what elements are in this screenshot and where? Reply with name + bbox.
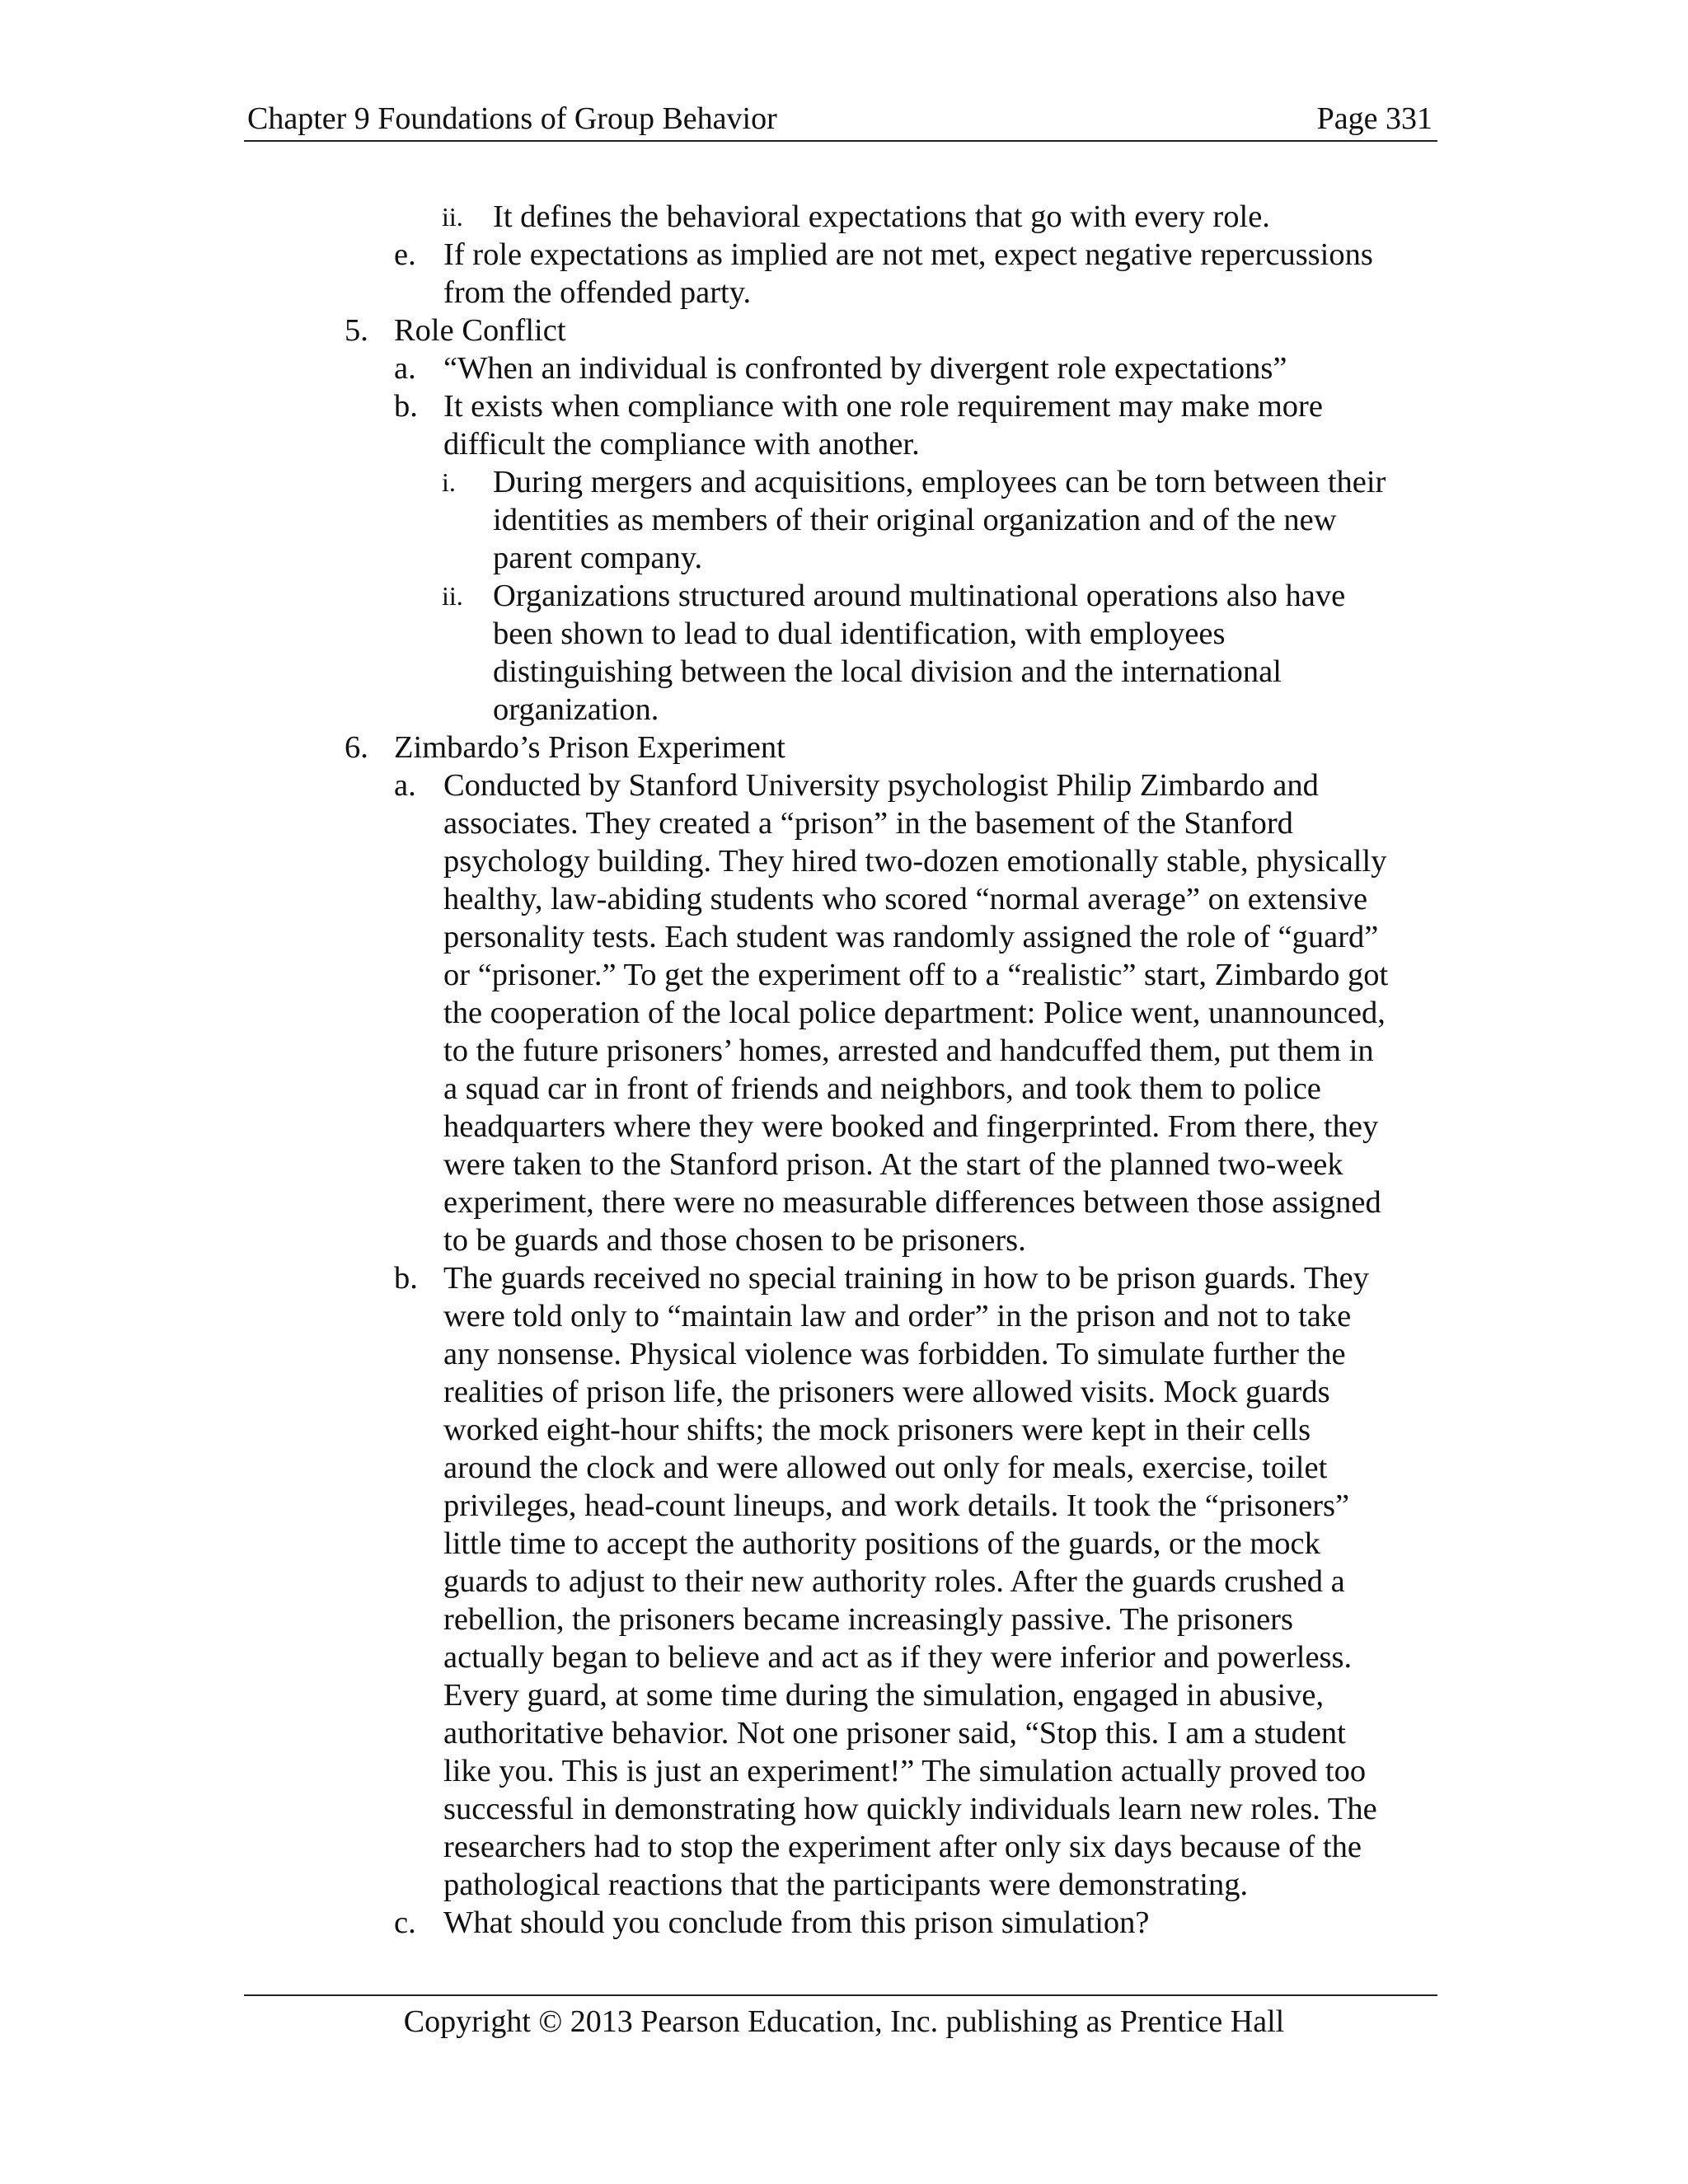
list-item-line: What should you conclude from this prison simulation?: [443, 1905, 1150, 1940]
list-item-line: around the clock and were allowed out only for meals, exercise, toilet: [443, 1451, 1328, 1485]
list-item-line: like you. This is just an experiment!” The simulation actually proved too: [443, 1754, 1367, 1788]
list-item-line: Role Conflict: [394, 313, 566, 348]
list-item-line: privileges, head-count lineups, and work details. It took the “prisoners”: [443, 1488, 1350, 1523]
list-item-line: identities as members of their original organization and of the new: [493, 503, 1337, 537]
list-item-line: personality tests. Each student was randomly assigned the role of “guard”: [443, 920, 1379, 954]
list-item-line: parent company.: [493, 541, 703, 575]
list-item-line: Organizations structured around multinational operations also have: [493, 579, 1346, 613]
chapter-title: Chapter 9 Foundations of Group Behavior: [247, 101, 777, 136]
list-marker: 6.: [345, 730, 368, 765]
list-item-line: any nonsense. Physical violence was forbidden. To simulate further the: [443, 1337, 1346, 1371]
footer-divider: [244, 1994, 1437, 1996]
list-item-line: to be guards and those chosen to be prisoners.: [443, 1223, 1026, 1258]
list-item-line: from the offended party.: [443, 275, 752, 310]
list-marker: b.: [394, 389, 418, 424]
list-marker: 5.: [345, 313, 368, 348]
list-item-line: successful in demonstrating how quickly individuals learn new roles. The: [443, 1792, 1377, 1826]
list-item-line: It defines the behavioral expectations that go with every role.: [493, 199, 1270, 234]
list-item-line: distinguishing between the local division and the international: [493, 654, 1282, 689]
list-item-line: actually began to believe and act as if they were inferior and powerless.: [443, 1640, 1353, 1675]
list-marker: a.: [394, 351, 416, 386]
list-item-line: healthy, law-abiding students who scored “normal average” on extensive: [443, 882, 1368, 916]
list-item-line: or “prisoner.” To get the experiment off to a “realistic” start, Zimbardo got: [443, 958, 1389, 992]
list-marker: a.: [394, 768, 416, 803]
list-marker: ii.: [442, 581, 463, 611]
list-marker: e.: [394, 237, 416, 272]
list-marker: b.: [394, 1261, 418, 1296]
list-item-line: guards to adjust to their new authority roles. After the guards crushed a: [443, 1564, 1345, 1599]
list-item-line: headquarters where they were booked and fingerprinted. From there, they: [443, 1109, 1379, 1144]
list-item-line: authoritative behavior. Not one prisoner said, “Stop this. I am a student: [443, 1716, 1346, 1750]
list-item-line: Every guard, at some time during the simulation, engaged in abusive,: [443, 1678, 1325, 1713]
copyright-footer: Copyright © 2013 Pearson Education, Inc. publishing as Prentice Hall: [403, 2004, 1285, 2039]
list-item-line: worked eight-hour shifts; the mock prisoners were kept in their cells: [443, 1413, 1311, 1447]
list-item-line: pathological reactions that the participants were demonstrating.: [443, 1868, 1249, 1902]
list-item-line: organization.: [493, 692, 659, 727]
list-item-line: difficult the compliance with another.: [443, 427, 920, 462]
list-marker: i.: [442, 467, 456, 497]
list-item-line: were taken to the Stanford prison. At the start of the planned two-week: [443, 1147, 1343, 1182]
list-item-line: associates. They created a “prison” in the basement of the Stanford: [443, 806, 1293, 841]
list-item-line: little time to accept the authority positions of the guards, or the mock: [443, 1526, 1320, 1561]
list-item-line: a squad car in front of friends and neighbors, and took them to police: [443, 1071, 1321, 1106]
list-item-line: Zimbardo’s Prison Experiment: [394, 730, 785, 765]
list-item-line: experiment, there were no measurable differences between those assigned: [443, 1185, 1381, 1220]
list-item-line: During mergers and acquisitions, employees can be torn between their: [493, 465, 1386, 499]
list-marker: ii.: [442, 202, 463, 232]
list-item-line: the cooperation of the local police department: Police went, unannounced,: [443, 996, 1386, 1030]
page-header: [244, 97, 1437, 142]
list-item-line: been shown to lead to dual identification, with employees: [493, 616, 1226, 651]
page-number: Page 331: [1316, 101, 1432, 136]
list-item-line: The guards received no special training in how to be prison guards. They: [443, 1261, 1369, 1296]
list-item-line: It exists when compliance with one role requirement may make more: [443, 389, 1323, 424]
list-item-line: to the future prisoners’ homes, arrested and handcuffed them, put them in: [443, 1033, 1374, 1068]
list-item-line: were told only to “maintain law and order” in the prison and not to take: [443, 1299, 1352, 1333]
list-item-line: If role expectations as implied are not met, expect negative repercussions: [443, 237, 1373, 272]
list-item-line: “When an individual is confronted by divergent role expectations”: [443, 351, 1287, 386]
list-item-line: rebellion, the prisoners became increasingly passive. The prisoners: [443, 1602, 1293, 1637]
list-item-line: realities of prison life, the prisoners were allowed visits. Mock guards: [443, 1375, 1330, 1409]
list-item-line: Conducted by Stanford University psychologist Philip Zimbardo and: [443, 768, 1319, 803]
list-item-line: psychology building. They hired two-dozen emotionally stable, physically: [443, 844, 1387, 879]
list-marker: c.: [394, 1905, 416, 1940]
list-item-line: researchers had to stop the experiment after only six days because of the: [443, 1830, 1362, 1864]
